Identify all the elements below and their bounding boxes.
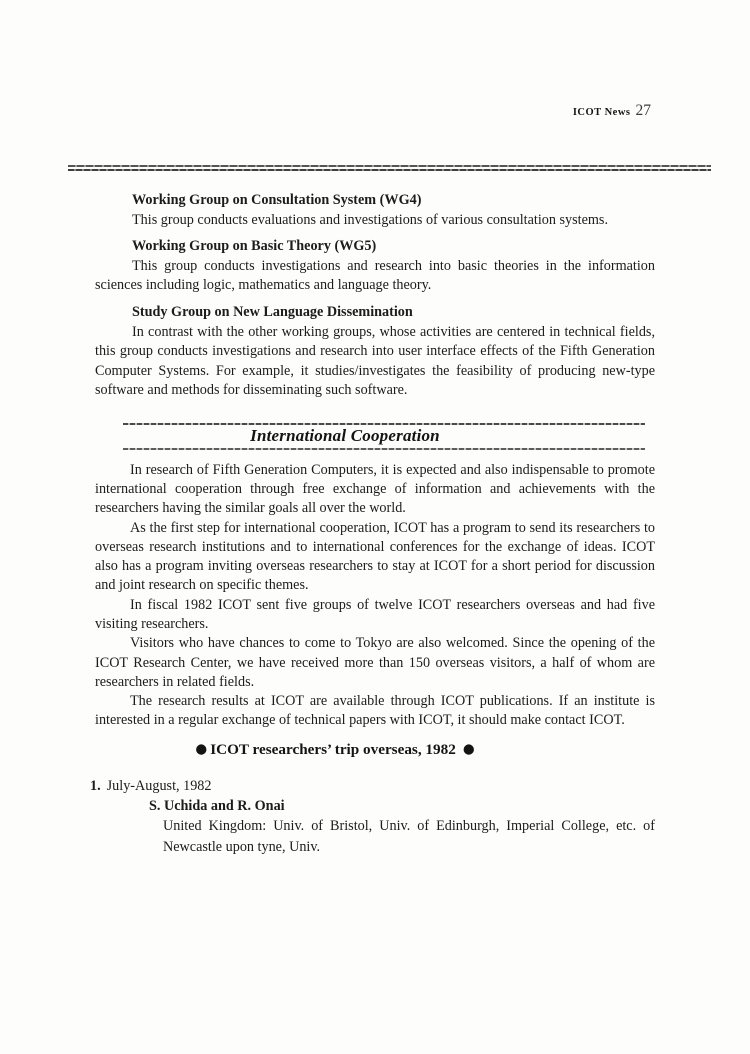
entry-number: 1. <box>90 777 101 794</box>
section-wg4 <box>95 191 655 230</box>
international-cooperation-body <box>95 461 655 731</box>
paragraph-1: In research of Fifth Generation Computers, it is expected and also indispensable to promote international cooperation through free exchange of information and achievements with the researchers having the similar goals all over the world. <box>95 461 655 517</box>
section-study-group <box>95 303 655 401</box>
wg4-heading: Working Group on Consultation System (WG4) <box>132 192 422 208</box>
trip-heading-text: ICOT researchers’ trip overseas, 1982 <box>210 740 456 758</box>
study-group-heading: Study Group on New Language Dissemination <box>132 303 413 320</box>
paragraph-5: The research results at ICOT are available through ICOT publications. If an institute is interested in a regular exchange of technical papers with ICOT, it should make contact ICOT. <box>95 693 655 729</box>
page-number: 27 <box>635 102 651 119</box>
section-title: International Cooperation <box>250 425 440 445</box>
entry-authors: S. Uchida and R. Onai <box>149 798 285 815</box>
entry-date: July-August, 1982 <box>106 777 212 794</box>
wg5-body: This group conducts investigations and research into basic theories in the information sciences including logic, mathematics and language theory. <box>95 257 655 294</box>
wg4-body: This group conducts evaluations and investigations of various consultation systems. <box>132 211 609 228</box>
double-rule <box>68 165 711 172</box>
page-header <box>95 0 655 121</box>
paragraph-4: Visitors who have chances to come to Tokyo are also welcomed. Since the opening of the ICOT Research Center, we have received more than 150 overseas visitors, a half of whom are researchers in related fields. <box>95 635 655 690</box>
journal-title: ICOT News <box>572 107 631 118</box>
entry-date-line <box>90 776 655 796</box>
paragraph-3: In fiscal 1982 ICOT sent five groups of twelve ICOT researchers overseas and had five visiting researchers. <box>95 596 655 632</box>
paragraph-2: As the first step for international cooperation, ICOT has a program to send its researchers to overseas research institutions and to international conferences for the exchange of ideas. ICOT also has a program inviting overseas researchers to stay at ICOT for a short period for discussion and joint research on specific themes. <box>95 519 655 594</box>
section-wg5 <box>95 237 655 296</box>
banner-rule-bottom <box>123 448 645 450</box>
wg5-heading: Working Group on Basic Theory (WG5) <box>132 238 377 255</box>
trip-entry <box>90 776 655 857</box>
trip-heading <box>95 740 655 760</box>
bullet-icon: ● <box>195 740 208 757</box>
bullet-icon: ● <box>462 740 475 757</box>
international-cooperation-banner <box>123 423 645 450</box>
study-group-body: In contrast with the other working groups, whose activities are centered in technical fields, this group conducts investigations and research into user interface effects of the Fifth Generation Computer Systems. For example, it studies/investigates the feasibility of producing new-type software and methods for disseminating such software. <box>95 323 655 399</box>
entry-detail: United Kingdom: Univ. of Bristol, Univ. of Edinburgh, Imperial College, etc. of Newcastle upon tyne, Univ. <box>163 818 655 855</box>
